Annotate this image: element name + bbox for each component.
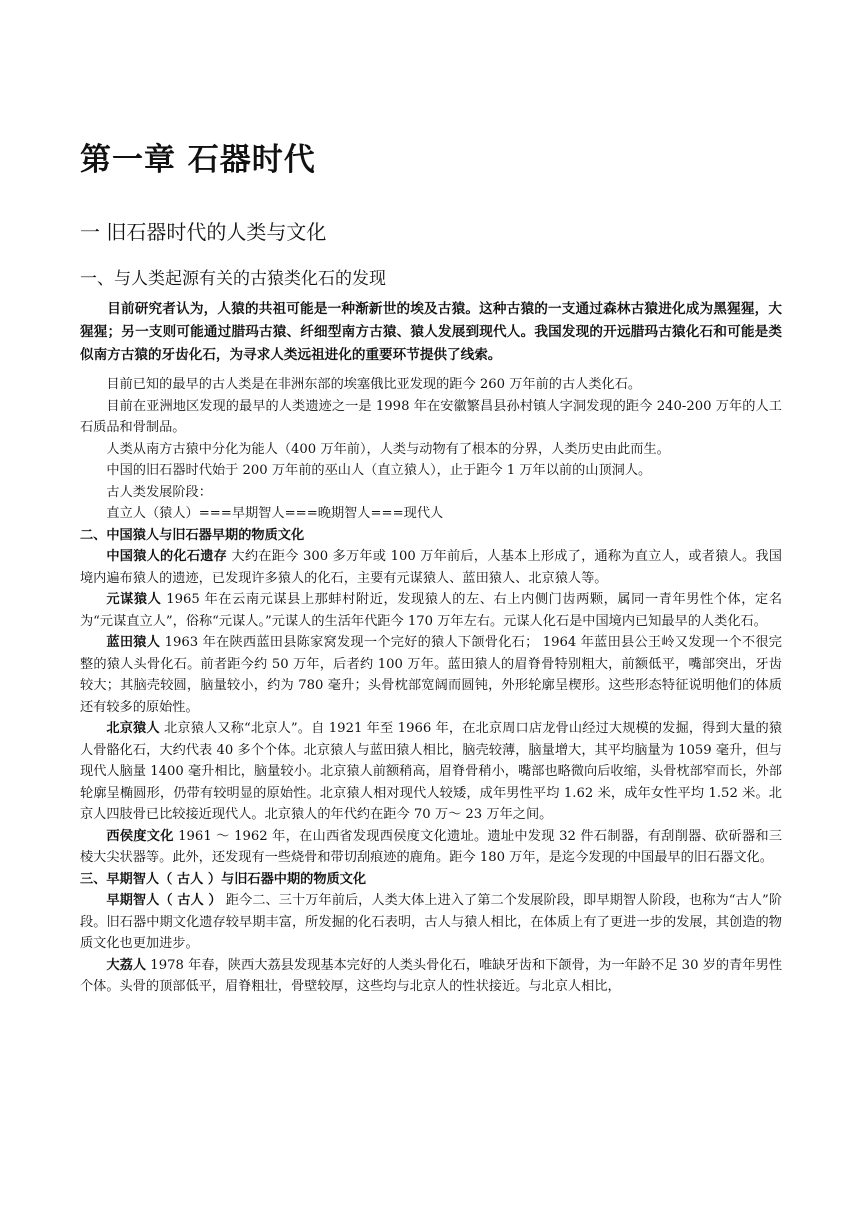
section-title: 一 旧石器时代的人类与文化 <box>80 220 327 244</box>
entry-text: 1961 ～ 1962 年，在山西省发现西侯度文化遗址。遗址中发现 32 件石制器，有刮削器、砍斫器和三棱大尖状器等。此外，还发现有一些烧骨和带切刮痕迹的鹿角。距今 180 万年，是迄今发现的中国最早的旧石器文化。 <box>80 828 782 865</box>
entry-paragraph <box>80 632 782 718</box>
summary-paragraph: 目前研究者认为，人猿的共祖可能是一种渐新世的埃及古猿。这种古猿的一支通过森林古猿进化成为黑猩猩，大猩猩；另一支则可能通过腊玛古猿、纤细型南方古猿、猿人发展到现代人。我国发现的开远腊玛古猿化石和可能是类似南方古猿的牙齿化石，为寻求人类远祖进化的重要环节提供了线索。 <box>80 301 782 363</box>
entry-text: 1963 年在陕西蓝田县陈家窝发现一个完好的猿人下颌骨化石； 1964 年蓝田县公王岭又发现一个不很完整的猿人头骨化石。前者距今约 50 万年，后者约 100 万年。蓝田猿人的眉脊骨特别粗大，前额低平，嘴部突出，牙齿较大；其脑壳较圆，脑量较小，约为 780 毫升；头骨枕部宽阔而圆钝，外形轮廓呈楔形。这些形态特征说明他们的体质还有较多的原始性。 <box>80 635 782 715</box>
paragraph: 古人类发展阶段： <box>106 484 212 500</box>
entry-paragraph <box>80 890 782 955</box>
entry-term: 西侯度文化 <box>106 828 174 844</box>
entry-paragraph <box>80 955 782 998</box>
entry-text: 北京猿人又称“北京人”。自 1921 年至 1966 年，在北京周口店龙骨山经过大规模的发掘，得到大量的猿人骨骼化石，大约代表 40 多个个体。北京猿人与蓝田猿人相比，脑壳较薄，脑量增大，其平均脑量为 1059 毫升，但与现代人脑量 1400 毫升相比，脑量较小。北京猿人前额稍高，眉脊骨稍小，嘴部也略微向后收缩，头骨枕部窄而长，外部轮廓呈椭圆形，仍带有较明显的原始性。北京猿人相对现代人较矮，成年男性平均 1.62 米，成年女性平均 1.52 米。北京人四肢骨已比较接近现代人。北京猿人的年代约在距今 70 万～ 23 万年之间。 <box>80 721 783 822</box>
paragraph: 目前在亚洲地区发现的最早的人类遗迹之一是 1998 年在安徽繁昌县孙村镇人字洞发现的距今 240-200 万年的人工石质品和骨制品。 <box>80 398 782 435</box>
heading-3: 三、早期智人（ 古人 ）与旧石器中期的物质文化 <box>80 871 367 887</box>
entry-term: 早期智人（ 古人 ） <box>106 893 222 908</box>
entry-text: 1965 年在云南元谋县上那蚌村附近，发现猿人的左、右上内侧门齿两颗，属同一青年男性个体，定名为“元谋直立人”，俗称“元谋人。”元谋人的生活年代距今 170 万年左右。元谋人化石是中国境内已知最早的人类化石。 <box>80 592 782 629</box>
entry-paragraph <box>80 718 782 826</box>
paragraph: 直立人（猿人）===早期智人===晚期智人===现代人 <box>106 506 444 521</box>
entry-term: 大荔人 <box>106 957 147 973</box>
entry-paragraph <box>80 826 782 869</box>
entry-term: 蓝田猿人 <box>106 635 161 650</box>
entry-text: 1978 年春，陕西大荔县发现基本完好的人类头骨化石，唯缺牙齿和下颌骨，为一年龄不足 30 岁的青年男性个体。头骨的顶部低平，眉脊粗壮，骨壁较厚，这些均与北京人的性状接近。与北京人相比， <box>80 957 783 994</box>
paragraph: 人类从南方古猿中分化为能人（400 万年前），人类与动物有了根本的分界，人类历史由此而生。 <box>106 441 670 457</box>
entry-term: 北京猿人 <box>106 721 160 736</box>
body-text <box>80 374 782 998</box>
entry-paragraph <box>80 546 782 589</box>
heading-2: 二、中国猿人与旧石器早期的物质文化 <box>80 527 305 543</box>
paragraph: 中国的旧石器时代始于 200 万年前的巫山人（直立猿人），止于距今 1 万年以前的山顶洞人。 <box>106 463 652 478</box>
entry-term: 中国猿人的化石遗存 <box>106 549 228 564</box>
subsection-title: 一、与人类起源有关的古猿类化石的发现 <box>80 269 386 289</box>
entry-paragraph <box>80 589 782 632</box>
entry-term: 元谋猿人 <box>106 592 162 607</box>
chapter-title: 第一章 石器时代 <box>80 142 316 178</box>
entry-text: 距今二、三十万年前后，人类大体上进入了第二个发展阶段，即早期智人阶段，也称为“古人”阶段。旧石器中期文化遗存较早期丰富，所发掘的化石表明，古人与猿人相比，在体质上有了更进一步的发展，其创造的物质文化也更加进步。 <box>80 893 783 951</box>
entry-text: 大约在距今 300 多万年或 100 万年前后，人基本上形成了，通称为直立人，或者猿人。我国境内遍布猿人的遗迹，已发现许多猿人的化石，主要有元谋猿人、蓝田猿人、北京猿人等。 <box>80 549 782 586</box>
paragraph: 目前已知的最早的古人类是在非洲东部的埃塞俄比亚发现的距今 260 万年前的古人类化石。 <box>106 377 642 392</box>
